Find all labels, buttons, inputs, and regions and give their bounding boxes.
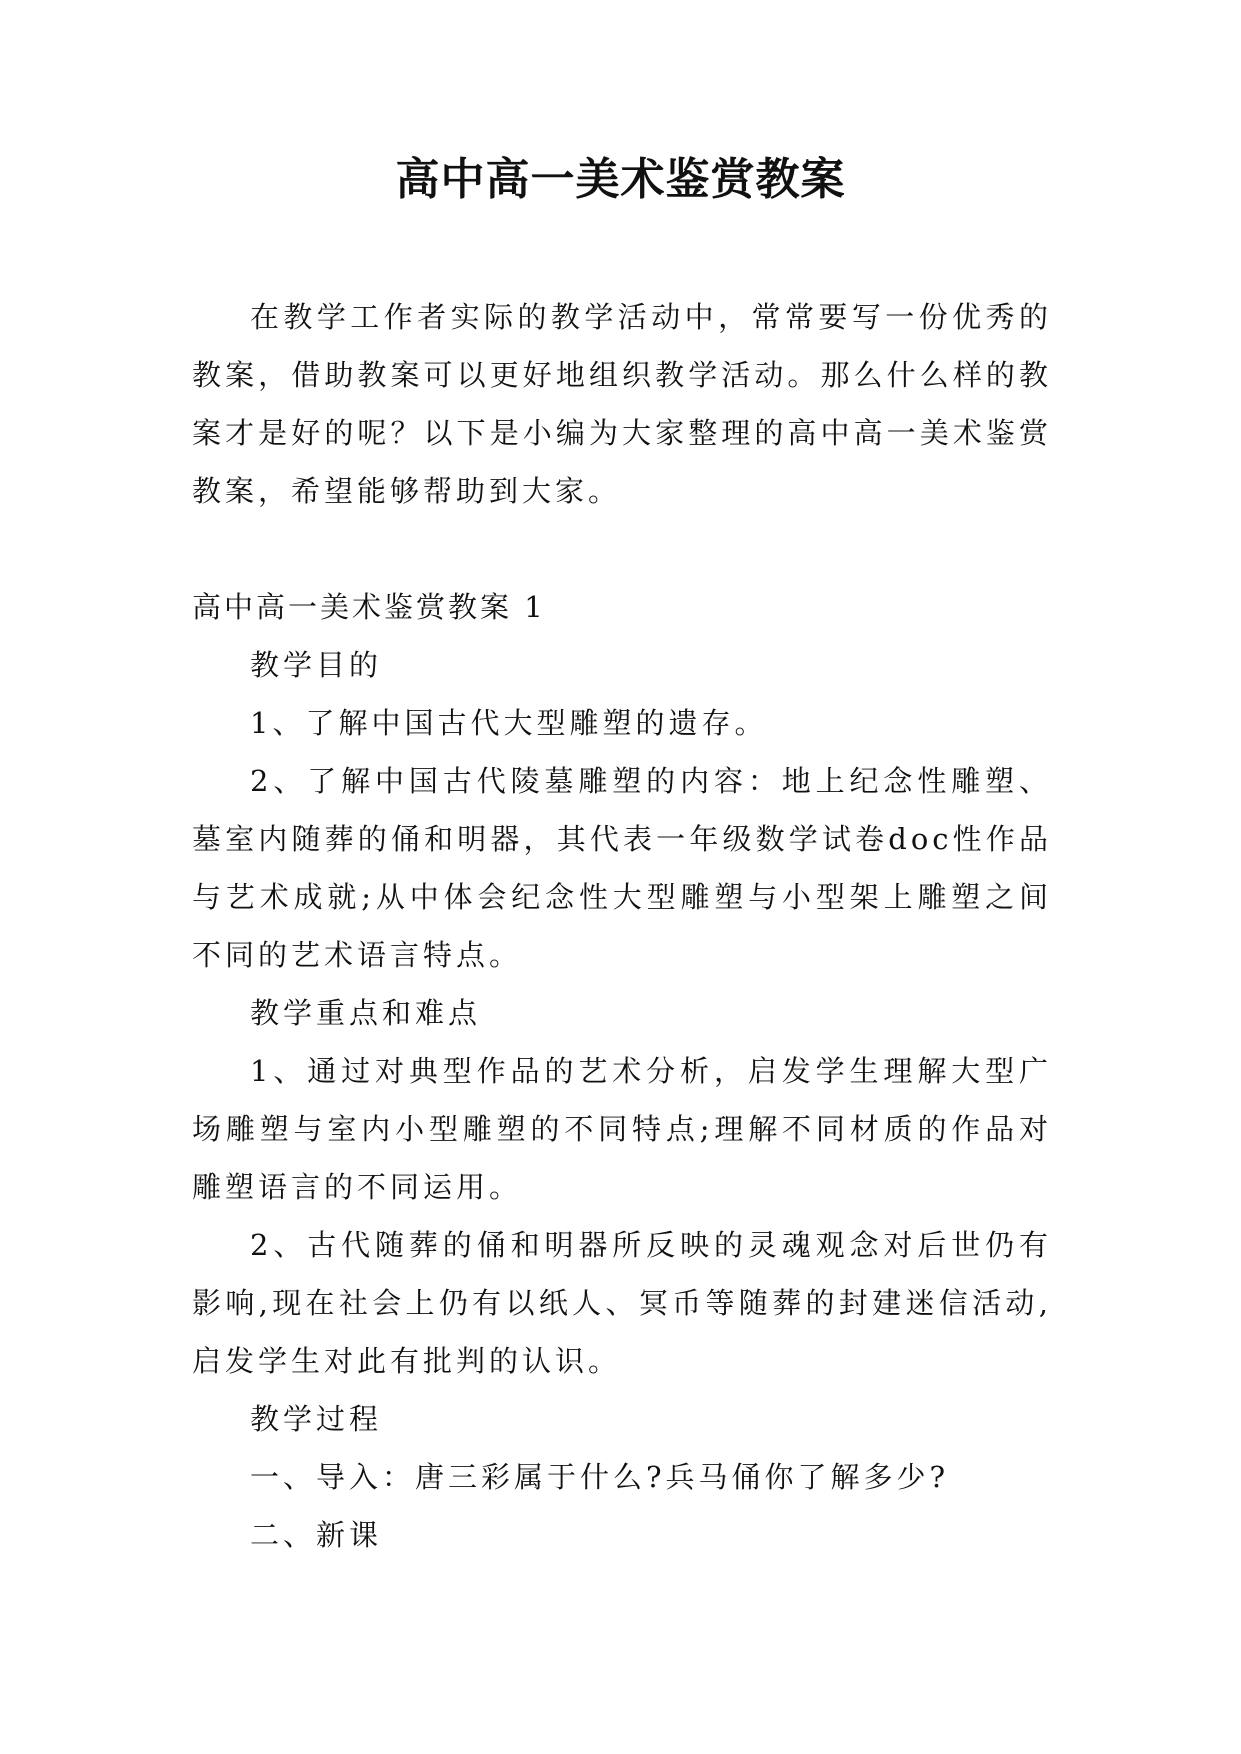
paragraph: 1、了解中国古代大型雕塑的遗存。 xyxy=(250,706,768,740)
paragraph: 2、了解中国古代陵墓雕塑的内容：地上纪念性雕塑、墓室内随葬的俑和明器，其代表一年级数学试卷doc性作品与艺术成就;从中体会纪念性大型雕塑与小型架上雕塑之间不同的艺术语言特点。 xyxy=(192,764,1052,972)
document-title: 高中高一美术鉴赏教案 xyxy=(395,154,846,205)
section-heading: 高中高一美术鉴赏教案 1 xyxy=(192,590,546,624)
paragraph: 2、古代随葬的俑和明器所反映的灵魂观念对后世仍有影响,现在社会上仍有以纸人、冥币等随葬的封建迷信活动,启发学生对此有批判的认识。 xyxy=(192,1228,1052,1378)
intro-block xyxy=(192,288,1052,520)
intro-paragraph: 在教学工作者实际的教学活动中，常常要写一份优秀的教案，借助教案可以更好地组织教学活动。那么什么样的教案才是好的呢？以下是小编为大家整理的高中高一美术鉴赏教案，希望能够帮助到大家。 xyxy=(192,300,1052,508)
paragraph: 一、导入：唐三彩属于什么?兵马俑你了解多少? xyxy=(250,1460,950,1494)
subheading-process: 教学过程 xyxy=(250,1402,383,1436)
subheading-teaching-goal: 教学目的 xyxy=(250,648,383,682)
paragraph: 1、通过对典型作品的艺术分析，启发学生理解大型广场雕塑与室内小型雕塑的不同特点;理解不同材质的作品对雕塑语言的不同运用。 xyxy=(192,1054,1052,1204)
paragraph: 二、新课 xyxy=(250,1518,383,1552)
section-1 xyxy=(192,578,1052,1564)
subheading-key-points: 教学重点和难点 xyxy=(250,996,482,1030)
